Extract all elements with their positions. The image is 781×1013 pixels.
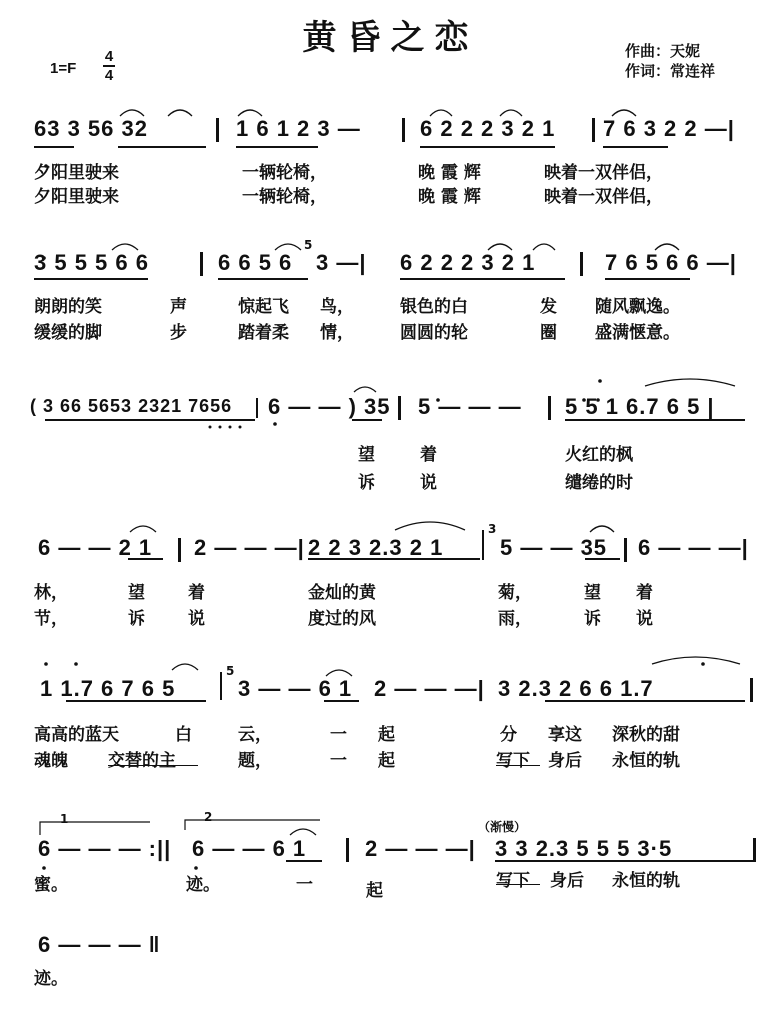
volta-2-label: 2 <box>204 810 213 824</box>
measure-3-1: ( 3 66 5653 2321 7656 <box>30 396 233 416</box>
lyric-5-7: 享这 <box>548 725 582 745</box>
lyric-2-1: 朗朗的笑 <box>34 297 102 317</box>
lyric-1-4: 映着一双伴侣， <box>544 163 663 183</box>
slur <box>533 244 555 250</box>
volta-1-bracket <box>40 822 150 835</box>
measure-6-1: 6 — — — :|| <box>38 836 172 861</box>
measure-5-2: 3 — — 6 1 <box>238 676 353 701</box>
song-title: 黄昏之恋 <box>302 18 479 58</box>
barline <box>220 672 222 700</box>
lyric-2-8: 缓缓的脚 <box>34 323 102 343</box>
slur <box>168 110 192 116</box>
lyric-6-3: 一 <box>296 875 313 895</box>
measure-4-3: 2 2 3 2.3 2 1 <box>308 535 444 560</box>
measure-5-4: 3 2.3 2 6 6 1.7 <box>498 676 654 701</box>
measure-1-2: 1 6 1 2 3 — <box>236 116 361 141</box>
lyric-1-8: 映着一双伴侣， <box>544 187 663 207</box>
barline <box>398 396 401 420</box>
lyric-5-6: 分 <box>500 725 517 745</box>
lyric-5-1: 高高的蓝天 <box>34 725 119 745</box>
beam <box>400 278 565 280</box>
slur <box>590 526 614 532</box>
lyric-6-4: 起 <box>366 881 383 901</box>
lyric-2-2: 声 <box>170 297 187 317</box>
lyric-5-12: 一 <box>330 751 347 771</box>
measure-1-1: 63 3 56 32 <box>34 116 148 141</box>
barline <box>256 398 258 418</box>
tempo-marking: （渐慢） <box>478 820 527 834</box>
barline <box>750 678 753 702</box>
barline <box>548 396 551 420</box>
measure-2-2b: 3 —| <box>316 250 367 275</box>
barline <box>346 838 349 862</box>
lyric-2-12: 圆圆的轮 <box>400 323 468 343</box>
low-dot <box>239 426 242 429</box>
key-signature: 1=F <box>50 60 77 77</box>
lyric-4-14: 说 <box>636 609 653 629</box>
measure-4-5: 6 — — —| <box>638 535 749 560</box>
barline <box>200 252 203 276</box>
lyric-2-13: 圈 <box>540 323 557 343</box>
measure-1-4: 7 6 3 2 2 —| <box>603 116 735 141</box>
slur <box>354 387 376 392</box>
lyric-6-2: 迹。 <box>186 875 220 895</box>
lyric-5-16: 永恒的轨 <box>612 751 680 771</box>
lyric-5-2: 白 <box>175 725 192 745</box>
lyric-5-4: 一 <box>330 725 347 745</box>
slur <box>290 829 316 835</box>
time-signature-bottom: 4 <box>104 67 114 84</box>
lyric-4-6: 望 <box>584 583 601 603</box>
volta-1-label: 1 <box>60 812 69 826</box>
high-dot <box>44 662 48 666</box>
lyric-3-4: 诉 <box>358 473 375 493</box>
measure-2-3: 6 2 2 2 3 2 1 <box>400 250 536 275</box>
measure-6-2: 6 — — 6 1 <box>192 836 307 861</box>
lyric-1-7: 晚 霞 辉 <box>418 187 481 207</box>
lyric-6-1: 蜜。 <box>34 875 68 895</box>
lyric-5-13: 起 <box>378 751 395 771</box>
lyric-2-6: 发 <box>540 297 557 317</box>
lyric-4-3: 着 <box>188 583 205 603</box>
lyric-3-1: 望 <box>358 445 375 465</box>
measure-3-3: 5 — — — <box>418 394 522 419</box>
lyric-6-7: 永恒的轨 <box>612 871 680 891</box>
lyric-3-6: 缱绻的时 <box>565 473 633 493</box>
low-dot <box>273 422 277 426</box>
lyric-2-5: 银色的白 <box>400 297 468 317</box>
barline <box>624 538 627 562</box>
lyric-2-9: 步 <box>170 323 187 343</box>
low-dot <box>229 426 232 429</box>
measure-4-1: 6 — — 2 1 <box>38 535 153 560</box>
lyric-5-5: 起 <box>378 725 395 745</box>
lyric-4-12: 雨， <box>498 609 532 629</box>
lyric-1-5: 夕阳里驶来 <box>34 187 119 207</box>
lyric-5-3: 云， <box>238 725 272 745</box>
lyric-5-11: 题， <box>238 751 272 771</box>
lyric-2-4: 鸟， <box>320 297 354 317</box>
measure-7-1: 6 — — — ‖ <box>38 932 161 957</box>
lyric-4-13: 诉 <box>584 609 601 629</box>
beam <box>118 146 206 148</box>
lyric-5-9: 魂魄 <box>34 751 68 771</box>
lyric-4-8: 节， <box>34 609 68 629</box>
slur <box>130 526 156 532</box>
measure-5-3: 2 — — —| <box>374 676 485 701</box>
beam <box>218 278 308 280</box>
time-signature-top: 4 <box>104 48 114 65</box>
high-dot <box>598 379 602 383</box>
high-dot <box>74 662 78 666</box>
barline <box>178 538 181 562</box>
lyric-4-1: 林， <box>34 583 68 603</box>
measure-1-3: 6 2 2 2 3 2 1 <box>420 116 556 141</box>
measure-3-2: 6 — — ) 35 <box>268 394 391 419</box>
lyric-4-9: 诉 <box>128 609 145 629</box>
high-dot <box>701 662 705 666</box>
lyric-1-2: 一辆轮椅， <box>242 163 327 183</box>
beam <box>34 278 148 280</box>
low-dot <box>219 426 222 429</box>
lyric-4-7: 着 <box>636 583 653 603</box>
lyric-3-3: 火红的枫 <box>565 445 633 465</box>
lyric-5-15: 身后 <box>548 751 582 771</box>
lyric-6-6: 身后 <box>550 871 584 891</box>
lyric-3-2: 着 <box>420 445 437 465</box>
lyric-2-7: 随风飘逸。 <box>595 297 680 317</box>
lyricist-credit: 作词：常连祥 <box>625 62 716 80</box>
measure-6-4: 3 3 2.3 5 5 5 3·5 <box>495 836 673 861</box>
lyric-4-11: 度过的风 <box>308 609 376 629</box>
lyric-4-2: 望 <box>128 583 145 603</box>
composer-credit: 作曲：天妮 <box>625 42 701 60</box>
barline <box>753 838 756 862</box>
lyric-4-4: 金灿的黄 <box>308 583 376 603</box>
grace-note: 5 <box>226 664 235 678</box>
measure-6-3: 2 — — —| <box>365 836 476 861</box>
grace-note: 3 <box>488 522 497 536</box>
lyric-2-11: 情， <box>320 323 354 343</box>
lyric-5-8: 深秋的甜 <box>612 725 680 745</box>
lyric-1-3: 晚 霞 辉 <box>418 163 481 183</box>
barline <box>580 252 583 276</box>
slur <box>645 379 735 386</box>
measure-4-2: 2 — — —| <box>194 535 305 560</box>
beam <box>236 146 318 148</box>
slur <box>395 522 465 530</box>
lyric-5-10: 交替的主 <box>108 751 176 771</box>
beam <box>603 146 668 148</box>
beam <box>34 146 74 148</box>
low-dot <box>209 426 212 429</box>
lyric-1-1: 夕阳里驶来 <box>34 163 119 183</box>
lyric-4-10: 说 <box>188 609 205 629</box>
slur <box>172 664 198 670</box>
lyric-2-10: 踏着柔 <box>238 323 289 343</box>
grace-note: 5 <box>304 238 313 252</box>
beam <box>605 278 690 280</box>
lyric-1-6: 一辆轮椅， <box>242 187 327 207</box>
lyric-3-5: 说 <box>420 473 437 493</box>
measure-5-1: 1 1.7 6 7 6 5 <box>40 676 176 701</box>
lyric-2-3: 惊起飞 <box>238 297 289 317</box>
measure-2-1: 3 5 5 5 6 6 <box>34 250 149 275</box>
beam <box>420 146 555 148</box>
beam <box>45 419 255 421</box>
measure-2-2: 6 6 5 6 <box>218 250 293 275</box>
barline <box>216 118 219 142</box>
lyric-5-14: 写下 <box>496 751 530 771</box>
lyric-6-5: 写下 <box>496 871 530 891</box>
barline <box>402 118 405 142</box>
measure-3-4: 5 5 1 6.7 6 5 | <box>565 394 715 419</box>
slur <box>652 657 740 664</box>
barline <box>592 118 595 142</box>
lyric-2-14: 盛满惬意。 <box>595 323 680 343</box>
lyric-7-1: 迹。 <box>34 969 68 989</box>
measure-2-4: 7 6 5 6 6 —| <box>605 250 737 275</box>
lyric-4-5: 菊， <box>498 583 532 603</box>
measure-4-4: 5 — — 35 <box>500 535 608 560</box>
barline <box>482 530 484 560</box>
